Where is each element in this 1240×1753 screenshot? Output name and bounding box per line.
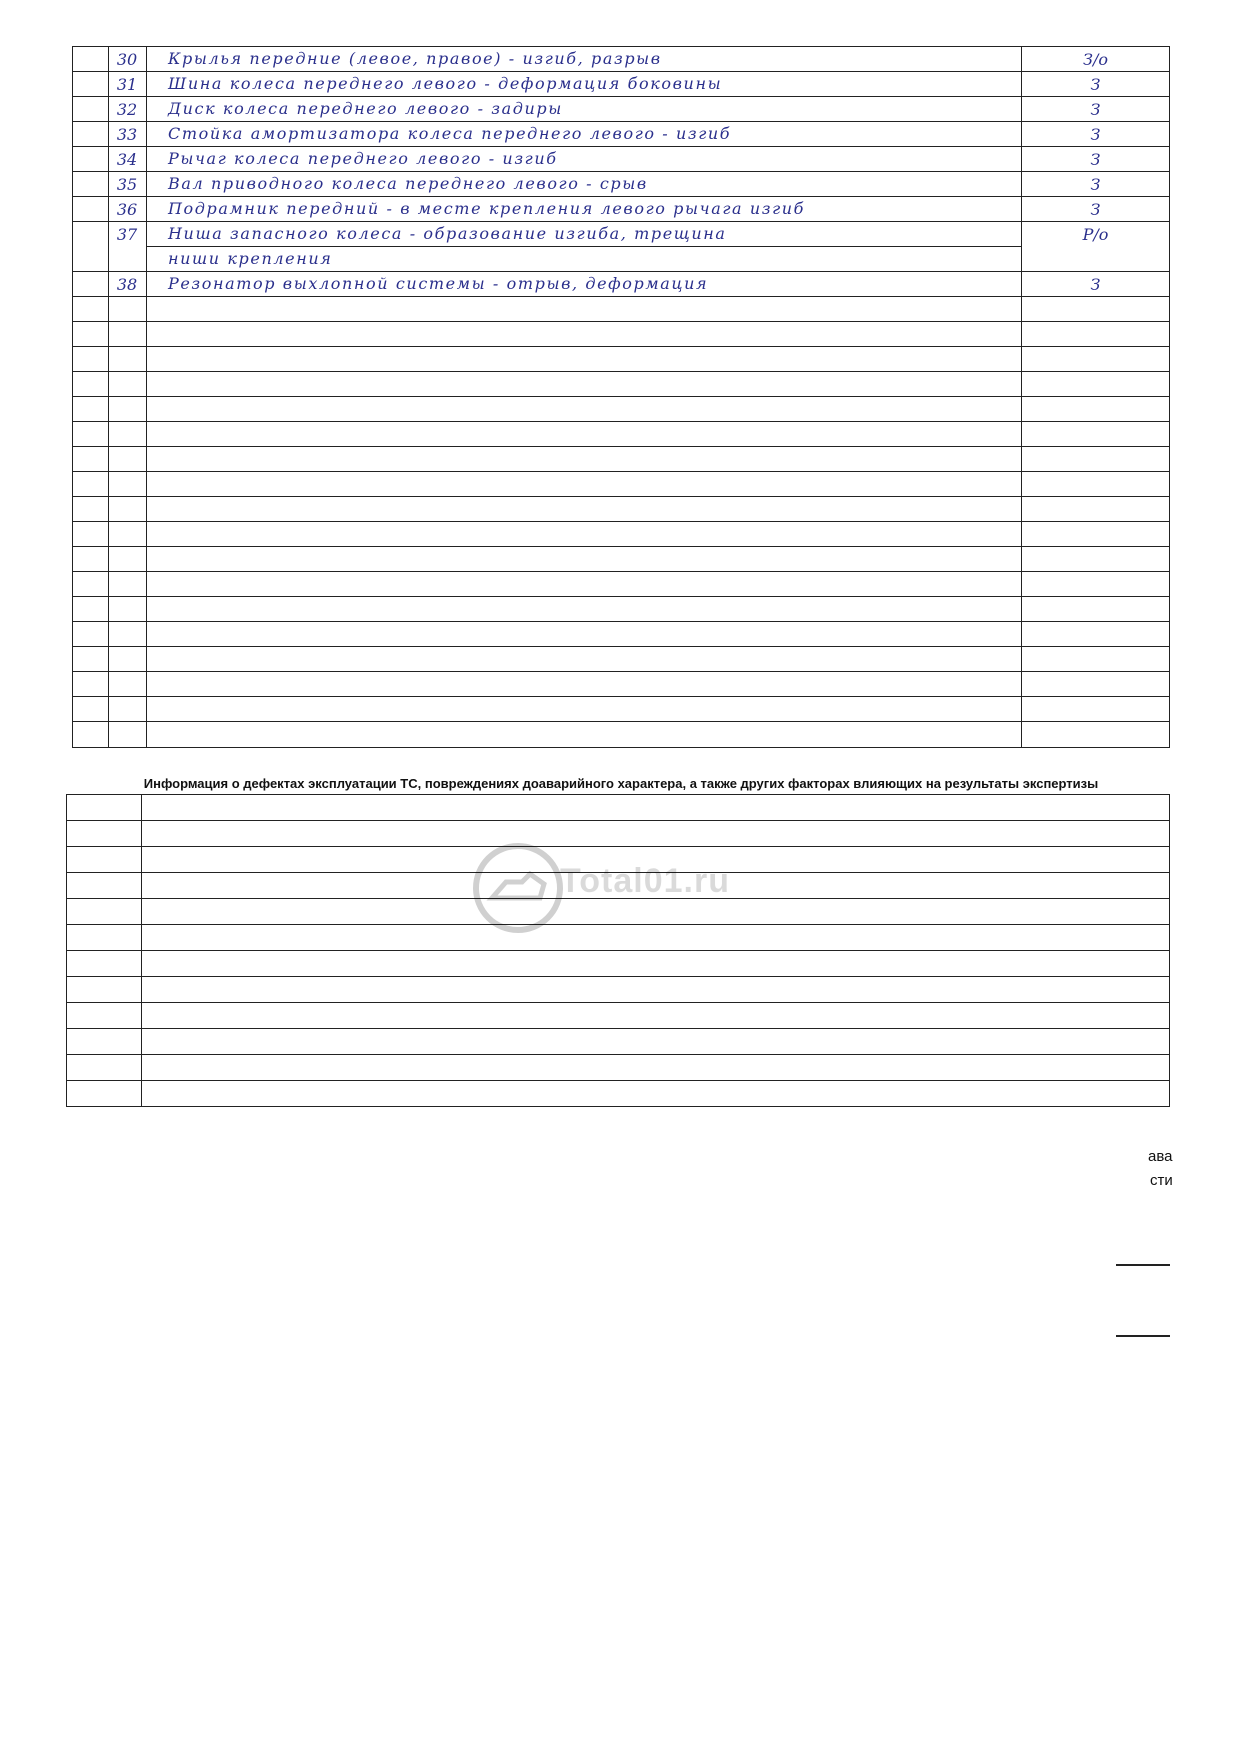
defect-description <box>146 147 1022 171</box>
defect-description-empty <box>146 397 1022 421</box>
row-margin-cell <box>73 697 109 721</box>
defect-description-continuation: ниши крепления <box>146 246 1021 271</box>
row-margin-cell <box>73 272 109 296</box>
info-row <box>67 794 1169 820</box>
repair-action: З/о <box>1083 50 1108 69</box>
repair-action-empty <box>1022 422 1169 446</box>
repair-action-empty <box>1022 722 1169 747</box>
table-row-empty <box>73 697 1169 722</box>
row-margin-cell <box>73 447 109 471</box>
row-number: 33 <box>108 122 147 146</box>
row-number: 34 <box>108 147 147 171</box>
defect-description-text: Стойка амортизатора колеса переднего левого - изгиб <box>168 124 732 143</box>
info-row-label-cell <box>67 1003 142 1028</box>
repair-action-empty <box>1022 322 1169 346</box>
defect-description-empty <box>146 572 1022 596</box>
repair-action-empty <box>1022 572 1169 596</box>
row-margin-cell <box>73 572 109 596</box>
repair-action: З <box>1090 100 1101 119</box>
repair-action: З <box>1090 150 1101 169</box>
table-row-empty <box>73 372 1169 397</box>
table-row <box>73 97 1169 122</box>
repair-action-empty <box>1022 547 1169 571</box>
repair-action-empty <box>1022 347 1169 371</box>
defect-description-text: Диск колеса переднего левого - задиры <box>168 99 563 118</box>
row-number: 38 <box>108 272 147 296</box>
table-row <box>73 172 1169 197</box>
table-row-empty <box>73 422 1169 447</box>
row-margin-cell <box>73 422 109 446</box>
table-row-empty <box>73 472 1169 497</box>
row-number-empty <box>108 322 147 346</box>
repair-action-empty <box>1022 697 1169 721</box>
row-margin-cell <box>73 197 109 221</box>
table-row <box>73 147 1169 172</box>
defect-description <box>146 72 1022 96</box>
row-number-empty <box>108 372 147 396</box>
info-row-label-cell <box>67 821 142 846</box>
defect-description-text: Резонатор выхлопной системы - отрыв, деформация <box>168 274 709 293</box>
row-margin-cell <box>73 47 109 71</box>
defect-description-empty <box>146 522 1022 546</box>
defect-description-empty <box>146 722 1022 747</box>
defect-description-empty <box>146 672 1022 696</box>
row-margin-cell <box>73 672 109 696</box>
row-number: 30 <box>108 47 147 71</box>
row-margin-cell <box>73 147 109 171</box>
repair-action-empty <box>1022 622 1169 646</box>
defect-description-empty <box>146 472 1022 496</box>
table-row <box>73 72 1169 97</box>
defect-description <box>146 47 1022 71</box>
table-row-empty <box>73 522 1169 547</box>
repair-action-empty <box>1022 447 1169 471</box>
table-row-empty <box>73 297 1169 322</box>
row-number-empty <box>108 447 147 471</box>
repair-action-empty <box>1022 372 1169 396</box>
row-number-empty <box>108 472 147 496</box>
info-row-label-cell <box>67 977 142 1002</box>
row-margin-cell <box>73 497 109 521</box>
info-row-label-cell <box>67 899 142 924</box>
table-row-empty <box>73 397 1169 422</box>
info-section-title: Информация о дефектах эксплуатации ТС, повреждениях доаварийного характера, а также других факторах влияющих на результаты экспертизы <box>143 776 1099 791</box>
row-number-empty <box>108 547 147 571</box>
table-row-empty <box>73 622 1169 647</box>
info-row-label-cell <box>67 847 142 872</box>
row-number-empty <box>108 697 147 721</box>
row-margin-cell <box>73 172 109 196</box>
defect-description-empty <box>146 597 1022 621</box>
table-row-empty <box>73 322 1169 347</box>
row-margin-cell <box>73 347 109 371</box>
defect-description-text: Крылья передние (левое, правое) - изгиб, разрыв <box>168 49 662 68</box>
row-number: 32 <box>108 97 147 121</box>
repair-action-empty <box>1022 397 1169 421</box>
defect-description-empty <box>146 547 1022 571</box>
defect-description-empty <box>146 697 1022 721</box>
repair-action-empty <box>1022 497 1169 521</box>
row-margin-cell <box>73 97 109 121</box>
row-margin-cell <box>73 522 109 546</box>
defect-description-text: Подрамник передний - в месте крепления левого рычага изгиб <box>168 199 806 218</box>
row-number-empty <box>108 622 147 646</box>
repair-action: З <box>1090 175 1101 194</box>
repair-action-empty <box>1022 472 1169 496</box>
defect-description-empty <box>146 297 1022 321</box>
info-row-label-cell <box>67 873 142 898</box>
table-row-empty <box>73 547 1169 572</box>
table-row <box>73 197 1169 222</box>
watermark-text: Total01.ru <box>560 862 730 900</box>
defect-description-empty <box>146 622 1022 646</box>
repair-action: З <box>1090 200 1101 219</box>
defect-description-empty <box>146 647 1022 671</box>
defect-description <box>146 122 1022 146</box>
row-number-empty <box>108 672 147 696</box>
info-row <box>67 1028 1169 1054</box>
row-number-empty <box>108 572 147 596</box>
repair-action: Р/о <box>1082 225 1109 244</box>
row-number-empty <box>108 422 147 446</box>
row-number-empty <box>108 522 147 546</box>
info-row <box>67 950 1169 976</box>
table-row <box>73 122 1169 147</box>
signature-line-2 <box>1116 1335 1170 1337</box>
table-row-empty <box>73 347 1169 372</box>
table-row-empty <box>73 597 1169 622</box>
table-row-empty <box>73 722 1169 747</box>
defect-description-empty <box>146 447 1022 471</box>
defect-description-text: Вал приводного колеса переднего левого - срыв <box>168 174 648 193</box>
defect-description <box>146 172 1022 196</box>
cut-text-fragment-1: ава <box>1148 1148 1173 1165</box>
row-margin-cell <box>73 322 109 346</box>
defect-description-text: Ниша запасного колеса - образование изгиба, трещина <box>168 224 727 243</box>
info-row-label-cell <box>67 1029 142 1054</box>
table-row-empty <box>73 447 1169 472</box>
row-number: 37 <box>108 222 147 271</box>
info-row <box>67 1054 1169 1080</box>
row-margin-cell <box>73 222 109 271</box>
row-margin-cell <box>73 122 109 146</box>
row-margin-cell <box>73 372 109 396</box>
signature-line-1 <box>1116 1264 1170 1266</box>
table-row-empty <box>73 572 1169 597</box>
repair-action-empty <box>1022 297 1169 321</box>
defect-description-empty <box>146 347 1022 371</box>
defect-description <box>146 272 1022 296</box>
defect-description <box>146 197 1022 221</box>
row-number: 31 <box>108 72 147 96</box>
repair-action-empty <box>1022 672 1169 696</box>
row-number-empty <box>108 722 147 747</box>
row-number-empty <box>108 647 147 671</box>
defect-description-empty <box>146 322 1022 346</box>
row-number-empty <box>108 397 147 421</box>
row-number-empty <box>108 597 147 621</box>
defect-description-text: Рычаг колеса переднего левого - изгиб <box>168 149 558 168</box>
row-number-empty <box>108 297 147 321</box>
row-margin-cell <box>73 647 109 671</box>
row-margin-cell <box>73 397 109 421</box>
defect-description <box>146 97 1022 121</box>
info-row <box>67 1080 1169 1106</box>
row-margin-cell <box>73 597 109 621</box>
repair-action: З <box>1090 75 1101 94</box>
table-row <box>73 272 1169 297</box>
table-row <box>73 222 1169 272</box>
info-row-label-cell <box>67 1055 142 1080</box>
info-row-label-cell <box>67 951 142 976</box>
repair-action-empty <box>1022 522 1169 546</box>
defects-table <box>72 46 1170 748</box>
table-row-empty <box>73 497 1169 522</box>
info-row <box>67 1002 1169 1028</box>
repair-action: З <box>1090 275 1101 294</box>
cut-text-fragment-2: сти <box>1150 1172 1173 1189</box>
repair-action-empty <box>1022 597 1169 621</box>
table-row-empty <box>73 672 1169 697</box>
row-margin-cell <box>73 622 109 646</box>
info-row-label-cell <box>67 1081 142 1106</box>
row-margin-cell <box>73 722 109 747</box>
row-margin-cell <box>73 547 109 571</box>
row-number-empty <box>108 347 147 371</box>
defect-description-empty <box>146 422 1022 446</box>
info-row-label-cell <box>67 795 142 820</box>
repair-action-empty <box>1022 647 1169 671</box>
repair-action: З <box>1090 125 1101 144</box>
table-row-empty <box>73 647 1169 672</box>
defect-description-empty <box>146 497 1022 521</box>
table-row <box>73 47 1169 72</box>
defect-description-empty <box>146 372 1022 396</box>
defect-description <box>146 222 1022 271</box>
row-number: 35 <box>108 172 147 196</box>
row-margin-cell <box>73 297 109 321</box>
info-row-label-cell <box>67 925 142 950</box>
info-row <box>67 976 1169 1002</box>
row-number: 36 <box>108 197 147 221</box>
row-number-empty <box>108 497 147 521</box>
row-margin-cell <box>73 472 109 496</box>
defect-description-text: Шина колеса переднего левого - деформация боковины <box>168 74 723 93</box>
row-margin-cell <box>73 72 109 96</box>
